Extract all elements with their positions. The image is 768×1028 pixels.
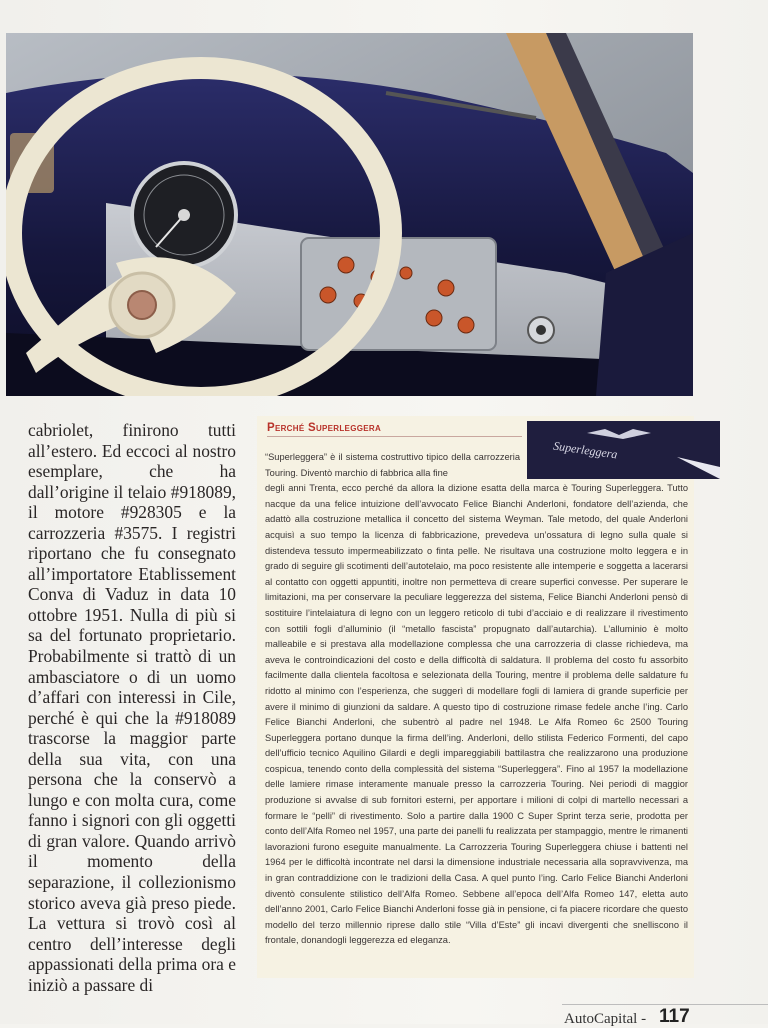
main-article-column	[28, 420, 236, 995]
logo-script-text: Superleggera	[552, 438, 619, 462]
sidebar-title-rule	[267, 436, 522, 437]
page-number: 117	[659, 1006, 690, 1027]
sidebar-text	[265, 450, 688, 949]
sidebar-title: Perché Superleggera	[267, 422, 382, 434]
sidebar-body-paragraph: degli anni Trenta, ecco perché da allora la dizione esatta della marca è Touring Superleggera. Tutto nacque da una felice intuizione dell’avvocato Felice Bianchi Anderloni, fondatore dell’azienda, che adattò alla costruzione metallica il concetto del sistema Weyman. Tale metodo, del quale Anderloni acquisì a suo tempo la licenza di fabbricazione, prevedeva un’ossatura di legno sulla quale si distendeva tessuto impermeabilizzato o finta pelle. Ne risultava una costruzione molto leggera e in grado di seguire gli scotimenti dell’autotelaio, ma poco resistente alle intemperie e soggetta a lacerarsi al contatto con oggetti appuntiti, inoltre non permetteva di creare superfici convesse. Per superare le limitazioni, ma per conservare la peculiare leggerezza del sistema, Felice Bianchi Anderloni pensò di sostituire l’intelaiatura di legno con un leggero reticolo di tubi d’acciaio e di realizzare il rivestimento con sottili fogli d’alluminio (il “metallo fascista” propugnato dall’autarchia). L’alluminio è molto malleabile e si prestava alla modellazione complessa che una carrozzeria di classe richiedeva, ma aveva le controindicazioni del costo e della difficoltà di saldatura. Il problema del costo fu assorbito facilmente dalla clientela facoltosa e selezionata della Touring, mentre il problema delle saldature fu ridotto al minimo con l’esperienza, che suggerì di modellare fogli di lamiera di grande superficie per avere il minimo di giunzioni da saldare. A questo tipo di costruzione rimase fedele anche l’ing. Carlo Felice Bianchi Anderloni, che subentrò al padre nel 1948. Le Alfa Romeo 6c 2500 Touring Superleggera portano dunque la firma dell’ing. Anderloni, dello stilista Federico Formenti, del capo dell’ufficio tecnico Aquilino Gilardi e degli impareggiabili battilastra che realizzarono una produzione cospicua, tenendo conto della complessità del sistema “Superleggera”. Fino al 1957 la modellazione delle lamiere rimase interamente manuale presso la carrozzeria Touring. Nei periodi di maggior produzione si avvalse di sub fornitori esterni, per apportare i milioni di colpi di martello necessari a formare le “pelli” di rivestimento. Solo a partire dalla 1900 C Super Sprint terza serie, prodotta per conto dell’Alfa Romeo nel 1957, una parte dei panelli fu realizzata per stampaggio, mentre le rimanenti lavorazioni furono eseguite manualmente. La Carrozzeria Touring Superleggera chiuse i battenti nel 1964 per le difficoltà incontrate nel darsi la dimensione industriale necessaria alla sopravvivenza, ma in gran contraddizione con le tradizioni della Casa. A quel punto l’ing. Carlo Felice Bianchi Anderloni diventò consulente stilistico dell’Alfa Romeo. Sebbene all’epoca dell’Alfa Romeo 147, eletta auto dell’anno 2001, Carlo Felice Bianchi Anderloni fosse già in pensione, ci fa piacere ricordare che questo modello del terzo millennio riprese dallo stile “Villa d’Este” gli incavi divergenti che snelliscono il frontale, donandogli leggerezza ed eleganza.	[265, 483, 688, 946]
article-paragraph: cabriolet, finirono tutti all’estero. Ed eccoci al nostro esemplare, che ha dall’origine il telaio #918089, il motore #928305 e la carrozzeria #3575. I registri riportano che fu consegnato all’importatore Etablissement Conva di Vaduz in data 10 ottobre 1951. Nulla di più si sa del fortunato proprietario. Probabilmente si trattò di un ambasciatore o di un uomo d’affari con interessi in Cile, perché è qui che la #918089 trascorse la maggior parte della sua vita, con una persona che la conservò a lungo e con molta cura, come fanno i signori con gli oggetti di gran valore. Quando arrivò il momento della separazione, il collezionismo storico aveva già preso piede. La vettura si trovò così al centro dell’interesse degli appassionati della prima ora e iniziò a passare di	[28, 420, 236, 995]
sidebar-box	[257, 416, 694, 978]
page-footer	[562, 1004, 768, 1025]
sidebar-intro-paragraph: “Superleggera” è il sistema costruttivo tipico della carrozzeria Touring. Diventò marchio di fabbrica alla fine	[265, 452, 520, 478]
magazine-name: AutoCapital -	[564, 1011, 647, 1027]
dashboard-photo	[6, 33, 693, 396]
